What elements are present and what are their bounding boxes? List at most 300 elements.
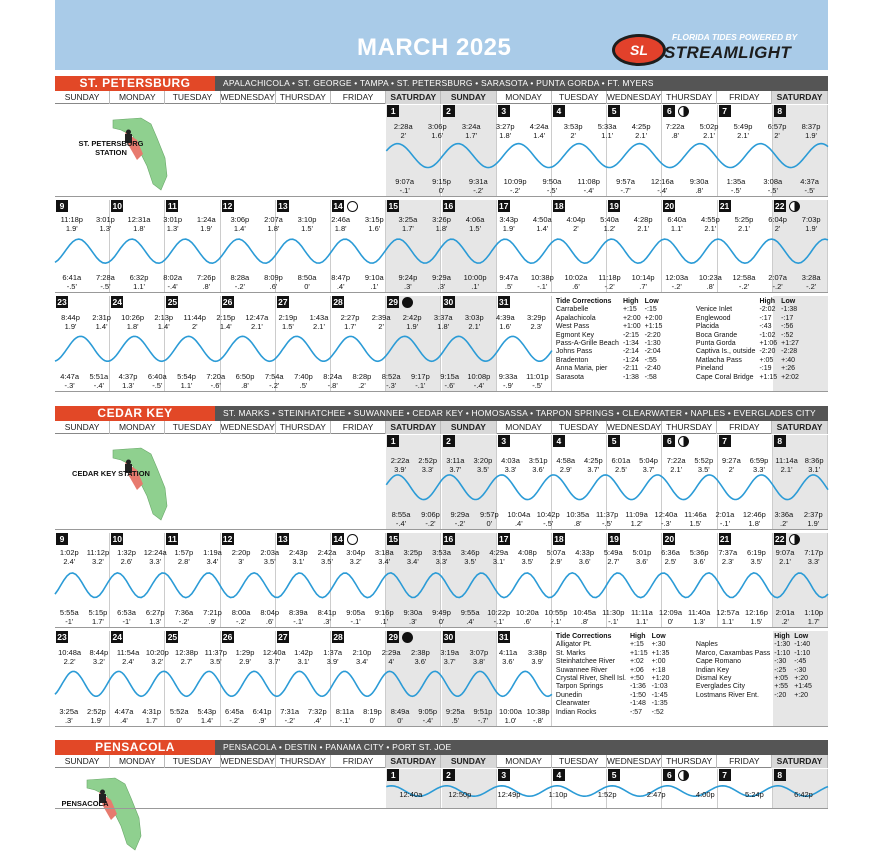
low-tide-label [248, 708, 276, 725]
low-tide-height: -.9' [502, 380, 514, 390]
low-tide-time: 10:04a [507, 510, 531, 519]
high-tide-label [141, 549, 169, 566]
low-tide-time: 7:28a [96, 273, 115, 282]
low-tide-time: 6:32p [129, 273, 149, 282]
high-tide-time: 6:57p [767, 122, 787, 131]
high-tide-time: 2:27p [340, 313, 360, 322]
day-number: 14 [333, 534, 343, 544]
high-tide-time: 5:52p [694, 456, 714, 465]
low-tide-height: 1.0' [504, 715, 517, 725]
location-name: Egmont Key [555, 331, 595, 339]
low-tide-label [485, 609, 513, 626]
high-tide-height: 1.3' [99, 223, 112, 233]
day-number: 21 [719, 534, 730, 544]
low-correction: -1:40 [794, 641, 811, 649]
high-tide-time: 11:12p [86, 548, 110, 557]
weekday-label: MONDAY [110, 421, 165, 434]
location-name: Dunedin [555, 691, 582, 699]
low-tide-height: .7' [639, 281, 647, 291]
low-tide-label [82, 708, 110, 725]
day-number: 24 [112, 297, 122, 307]
location-name: Steinhatchee River [555, 658, 616, 666]
tide-curve [55, 769, 828, 809]
low-tide-time: 7:31a [280, 707, 300, 716]
high-tide-height: 1.5' [281, 321, 294, 331]
low-tide-height: 1.1' [180, 380, 193, 390]
corrections-corrections_left [554, 298, 664, 382]
low-tide-height: .4' [336, 281, 345, 291]
location-name: Boca Grande [695, 331, 738, 339]
low-tide-height: .6' [265, 616, 274, 626]
low-tide-height: -1' [65, 616, 74, 626]
low-tide-time: 5:15p [88, 608, 108, 617]
day-number: 3 [498, 435, 510, 447]
high-tide-label [394, 216, 422, 233]
low-correction: +2:02 [781, 373, 799, 381]
high-tide-label [635, 457, 663, 474]
high-tide-label [745, 457, 773, 474]
high-tide-height: 3.5' [750, 556, 763, 566]
low-tide-height: 1.1' [635, 616, 648, 626]
low-tide-time: 10:38p [530, 273, 554, 282]
day-number: 12 [222, 534, 233, 544]
high-correction: -:43 [759, 323, 772, 331]
low-tide-label [528, 274, 556, 291]
low-tide-time: 9:57a [616, 177, 635, 186]
high-tide-height: 3.5' [209, 656, 222, 666]
low-tide-height: -.3' [64, 380, 75, 390]
high-tide-time: 12:40a [262, 648, 286, 657]
weekday-header-row [55, 755, 828, 768]
high-correction: -1:24 [622, 356, 639, 364]
st-petersburg-section [55, 76, 828, 397]
day-number: 4 [553, 435, 565, 447]
low-tide-time: 10:00p [463, 273, 487, 282]
low-correction: -1:03 [651, 683, 668, 691]
high-tide-time: 11:54a [116, 648, 140, 657]
low-tide-time: 9:31a [468, 177, 488, 186]
low-tide-time: 9:49p [432, 608, 451, 617]
low-tide-height: 1.2' [630, 518, 643, 528]
low-tide-time: 11:46a [684, 510, 707, 519]
low-tide-time: 11:11a [630, 608, 653, 617]
low-tide-height: -.1' [339, 715, 350, 725]
high-tide-label [579, 457, 607, 474]
high-tide-label [491, 123, 519, 140]
high-correction: +2:00 [622, 314, 641, 322]
low-tide-height: 1.1' [133, 281, 145, 291]
high-tide-height: 3.9' [326, 656, 339, 666]
low-tide-time: 12:40a [654, 510, 678, 519]
low-tide-time: 8:04p [260, 608, 280, 617]
high-tide-time: 6:04p [768, 215, 787, 224]
weekday-header-row [55, 91, 828, 104]
low-tide-label [629, 274, 657, 291]
high-tide-time: 1:32p [117, 548, 136, 557]
low-tide-time: 11:01p [526, 372, 549, 381]
high-tide-label [657, 549, 685, 566]
high-tide-label [227, 549, 255, 566]
location-name: Indian Rocks [555, 708, 597, 716]
high-tide-label [771, 549, 799, 566]
high-correction: -2:11 [622, 365, 639, 373]
low-correction: +1:27 [781, 340, 799, 348]
high-tide-height: 3.5' [321, 556, 333, 566]
high-tide-label [398, 314, 426, 331]
high-tide-time: 2:39a [371, 313, 391, 322]
high-tide-time: 2:19p [278, 313, 298, 322]
low-tide-time: 8:39a [288, 608, 308, 617]
day-number: 12 [222, 201, 233, 211]
high-tide-time: 4:08p [517, 548, 537, 557]
high-correction: -1:30 [774, 641, 791, 649]
high-tide-label [522, 314, 550, 331]
day-number: 28 [333, 297, 343, 307]
low-tide-time: 9:25a [445, 707, 465, 716]
low-tide-label [141, 609, 169, 626]
high-tide-label [114, 649, 142, 666]
low-tide-label [58, 274, 86, 291]
high-tide-height: 1.7' [401, 223, 414, 233]
low-tide-label [711, 511, 739, 528]
low-tide-height: -.2' [473, 185, 484, 195]
day-number: 26 [222, 632, 233, 642]
high-tide-height: 2.1' [313, 321, 325, 331]
low-tide-label [534, 511, 562, 528]
low-correction: +1:15 [644, 323, 663, 331]
high-tide-height: 1.9' [65, 223, 78, 233]
day-number: 4 [553, 105, 565, 117]
high-tide-time: 2:46a [331, 215, 351, 224]
high-tide-height: 2.5' [615, 464, 627, 474]
low-correction: -2:04 [644, 348, 661, 356]
low-tide-label [231, 373, 259, 390]
low-correction: +:26 [781, 365, 795, 373]
day-number: 11 [167, 534, 177, 544]
low-tide-time: 9:15a [440, 372, 459, 381]
tide-line [386, 475, 828, 500]
high-tide-time: 2:15p [216, 313, 236, 322]
high-tide-time: 2:47p [646, 790, 666, 799]
low-tide-label [497, 708, 525, 725]
low-tide-label [428, 274, 456, 291]
high-tide-label [429, 314, 457, 331]
location-name: Placida [695, 323, 719, 331]
low-tide-label [159, 274, 187, 291]
low-tide-label [293, 274, 321, 291]
high-tide-time: 7:22a [666, 456, 686, 465]
low-tide-time: 8:41p [317, 608, 337, 617]
low-tide-height: -.6' [210, 380, 221, 390]
low-tide-height: -.2' [234, 281, 245, 291]
low-tide-height: -.4' [422, 715, 433, 725]
high-tide-label [406, 649, 434, 666]
low-tide-height: 0' [397, 715, 403, 725]
low-tide-time: 9:30a [689, 177, 709, 186]
low-tide-label [657, 609, 685, 626]
weekday-label: FRIDAY [717, 91, 772, 104]
high-tide-label [593, 123, 621, 140]
low-tide-time: 5:51a [89, 372, 109, 381]
high-tide-time: 3:19a [440, 648, 459, 657]
high-tide-time: 3:37a [433, 313, 453, 322]
high-correction: +:05 [774, 675, 789, 683]
high-tide-label [714, 549, 742, 566]
low-tide-time: 12:57a [716, 608, 740, 617]
weekday-label: MONDAY [497, 421, 552, 434]
day-number: 17 [498, 201, 509, 211]
day-number: 30 [443, 297, 454, 307]
low-tide-time: 10:00a [499, 707, 522, 716]
low-tide-time: 9:29a [450, 510, 470, 519]
corrections-header: High [759, 298, 776, 305]
high-tide-label [497, 457, 525, 474]
low-tide-time: 8:49a [390, 707, 410, 716]
low-tide-label [538, 178, 566, 195]
day-number: 16 [443, 201, 454, 211]
station-label: CEDAR KEY STATION [72, 469, 150, 478]
high-tide-label [571, 549, 599, 566]
corrections-header: Low [644, 298, 659, 305]
low-tide-height: -.2' [806, 281, 817, 291]
low-tide-label [113, 609, 141, 626]
low-tide-height: 0' [667, 616, 674, 626]
low-tide-time: 6:53a [117, 608, 136, 617]
low-tide-height: -.4' [473, 380, 484, 390]
low-tide-height: -.2' [269, 380, 280, 390]
day-number: 28 [333, 632, 343, 642]
high-correction: +1:15 [629, 649, 648, 657]
high-tide-height: 3.1' [292, 556, 305, 566]
low-tide-height: 0' [369, 715, 376, 725]
high-tide-label [274, 314, 302, 331]
low-correction: +:18 [651, 666, 666, 674]
location-name: Suwannee River [555, 666, 608, 674]
day-number: 9 [56, 533, 68, 545]
high-tide-label [629, 216, 657, 233]
low-correction: +1:20 [651, 675, 670, 683]
weekday-label: THURSDAY [662, 755, 717, 768]
low-tide-height: -.1' [493, 616, 504, 626]
low-tide-time: 9:16p [374, 608, 394, 617]
low-tide-label [542, 609, 570, 626]
high-tide-time: 5:49p [733, 122, 753, 131]
low-tide-height: -.4' [583, 185, 594, 195]
high-correction: -2:15 [622, 331, 639, 339]
location-name: Tarpon Springs [555, 683, 604, 691]
low-tide-height: -.1' [415, 380, 426, 390]
high-tide-time: 8:37p [801, 122, 821, 131]
low-tide-label [428, 609, 456, 626]
low-tide-label [227, 609, 255, 626]
low-tide-label [799, 511, 827, 528]
low-tide-height: -.8' [533, 715, 544, 725]
weekday-label: THURSDAY [276, 421, 331, 434]
high-tide-height: 3.7' [449, 464, 462, 474]
high-tide-label [469, 457, 497, 474]
location-name: Anna Maria, pier [555, 365, 608, 373]
location-name: Apalachicola [555, 314, 596, 322]
high-tide-label [800, 457, 828, 474]
high-tide-time: 1:29p [235, 648, 255, 657]
low-tide-time: 5:43p [197, 707, 217, 716]
high-tide-label [88, 314, 116, 331]
low-tide-label [628, 609, 656, 626]
low-tide-height: 1.3' [149, 616, 162, 626]
low-tide-label [192, 274, 220, 291]
high-tide-time: 3:25a [398, 215, 418, 224]
high-tide-height: .8' [671, 130, 679, 140]
high-correction: -2:02 [759, 306, 776, 314]
high-tide-time: 4:25p [631, 122, 651, 131]
high-correction: -1:34 [622, 340, 639, 348]
low-tide-height: .2' [358, 380, 366, 390]
high-tide-label [717, 457, 745, 474]
low-tide-time: 9:17p [410, 372, 430, 381]
low-tide-label [770, 511, 798, 528]
low-tide-height: -.1' [719, 518, 731, 528]
high-tide-label [377, 649, 405, 666]
low-tide-time: 3:25a [59, 707, 79, 716]
streamlight-logo-icon: SL [612, 34, 666, 66]
high-tide-time: 2:20p [231, 548, 251, 557]
low-tide-time: 6:40a [147, 372, 167, 381]
section-cities: ST. MARKS • STEINHATCHEE • SUWANNEE • CEDAR KEY • HOMOSASSA • TARPON SPRINGS • CLEARWATER • NAPLES • EVERGLADES CITY [223, 408, 816, 418]
high-tide-time: 11:44p [183, 313, 206, 322]
high-tide-height: 2.3' [530, 321, 543, 331]
high-tide-time: 12:47a [245, 313, 269, 322]
high-correction: +:50 [629, 675, 644, 683]
low-tide-label [513, 609, 541, 626]
low-tide-label [596, 274, 624, 291]
low-tide-label [648, 178, 676, 195]
high-tide-time: 10:48a [58, 648, 82, 657]
high-correction: -:57 [629, 708, 643, 716]
low-tide-label [764, 274, 792, 291]
high-tide-height: 2' [191, 321, 198, 331]
low-tide-label [685, 178, 713, 195]
high-tide-label [55, 549, 83, 566]
high-tide-time: 6:59p [749, 456, 769, 465]
low-tide-time: 10:14p [631, 273, 655, 282]
day-number: 9 [56, 200, 68, 212]
weekday-label: FRIDAY [331, 421, 386, 434]
weekday-label: SUNDAY [55, 91, 110, 104]
high-tide-time: 2:10p [352, 648, 372, 657]
high-tide-label [293, 216, 321, 233]
high-tide-time: 2:29a [381, 648, 401, 657]
location-name: Matlacha Pass [695, 356, 742, 364]
day-number: 30 [443, 632, 454, 642]
low-tide-label [377, 373, 405, 390]
high-tide-height: 2.1' [780, 464, 793, 474]
low-tide-time: 9:15p [432, 177, 451, 186]
high-tide-height: 3.8' [472, 656, 485, 666]
corrections-header [694, 298, 758, 306]
high-tide-time: 6:19p [747, 548, 766, 557]
weekday-label: WEDNESDAY [220, 92, 275, 102]
high-tide-label [457, 123, 485, 140]
low-correction: -2:28 [781, 348, 798, 356]
low-tide-time: 12:46p [742, 510, 766, 519]
high-tide-time: 12:49p [497, 790, 521, 799]
day-number: 16 [443, 534, 454, 544]
low-tide-height: -.2' [772, 281, 783, 291]
low-tide-height: 1.5' [689, 518, 702, 528]
high-tide-height: 2.4' [63, 556, 76, 566]
high-tide-label [485, 549, 513, 566]
low-tide-height: -.3' [660, 518, 672, 528]
high-tide-height: 3.6' [693, 556, 706, 566]
location-name: Indian Key [695, 666, 730, 674]
low-tide-height: -.1' [293, 616, 304, 626]
location-name: Sarasota [555, 373, 584, 381]
low-tide-time: 9:55a [460, 608, 480, 617]
weekday-label: SUNDAY [441, 421, 496, 434]
low-tide-label [173, 373, 201, 390]
low-correction: +1:35 [651, 649, 670, 657]
low-correction: -1:38 [781, 306, 798, 314]
tide-line [55, 671, 552, 696]
high-tide-label [642, 791, 670, 800]
low-tide-label [652, 511, 680, 528]
weekday-label: SATURDAY [386, 91, 441, 104]
high-tide-label [125, 216, 153, 233]
low-tide-time: 8:50a [297, 273, 317, 282]
day-number: 1 [387, 105, 399, 117]
low-tide-height: -.4' [657, 185, 668, 195]
low-tide-height: .5' [451, 715, 460, 725]
high-tide-label [367, 314, 395, 331]
low-tide-label [681, 511, 709, 528]
high-tide-label [465, 649, 493, 666]
low-tide-time: 12:58a [732, 273, 756, 282]
low-tide-height: 1.7' [145, 715, 158, 725]
low-tide-time: 7:40p [294, 372, 313, 381]
location-name: Clearwater [555, 700, 590, 708]
location-name: Venice Inlet [695, 306, 733, 314]
high-tide-label [284, 549, 312, 566]
low-tide-time: 5:54p [177, 372, 196, 381]
low-tide-label [259, 274, 287, 291]
day-number: 2 [443, 435, 455, 447]
low-correction: -:30 [794, 666, 807, 674]
corrections-header: High [774, 633, 790, 640]
low-tide-label [465, 373, 493, 390]
low-tide-height: -.7' [620, 185, 631, 195]
page-title: MARCH 2025 [357, 34, 512, 61]
low-tide-height: -.5' [804, 185, 815, 195]
low-tide-time: 9:51p [473, 707, 493, 716]
low-tide-label [730, 274, 758, 291]
low-tide-time: 10:55p [544, 608, 568, 617]
low-tide-time: 9:05a [346, 608, 365, 617]
day-number: 5 [608, 105, 620, 117]
high-tide-label [170, 549, 198, 566]
low-correction: +:20 [794, 691, 809, 699]
low-tide-height: -.3' [386, 380, 397, 390]
corrections-header: Low [794, 633, 809, 640]
low-tide-height: .1' [471, 281, 479, 291]
high-tide-height: 1.2' [603, 223, 616, 233]
low-tide-label [399, 609, 427, 626]
low-tide-height: 1.4' [200, 715, 213, 725]
high-tide-height: 3.5' [476, 464, 489, 474]
low-tide-label [85, 373, 113, 390]
day-number: 25 [167, 632, 178, 642]
high-tide-time: 11:18p [60, 215, 83, 224]
low-tide-height: 1.3' [122, 380, 134, 390]
